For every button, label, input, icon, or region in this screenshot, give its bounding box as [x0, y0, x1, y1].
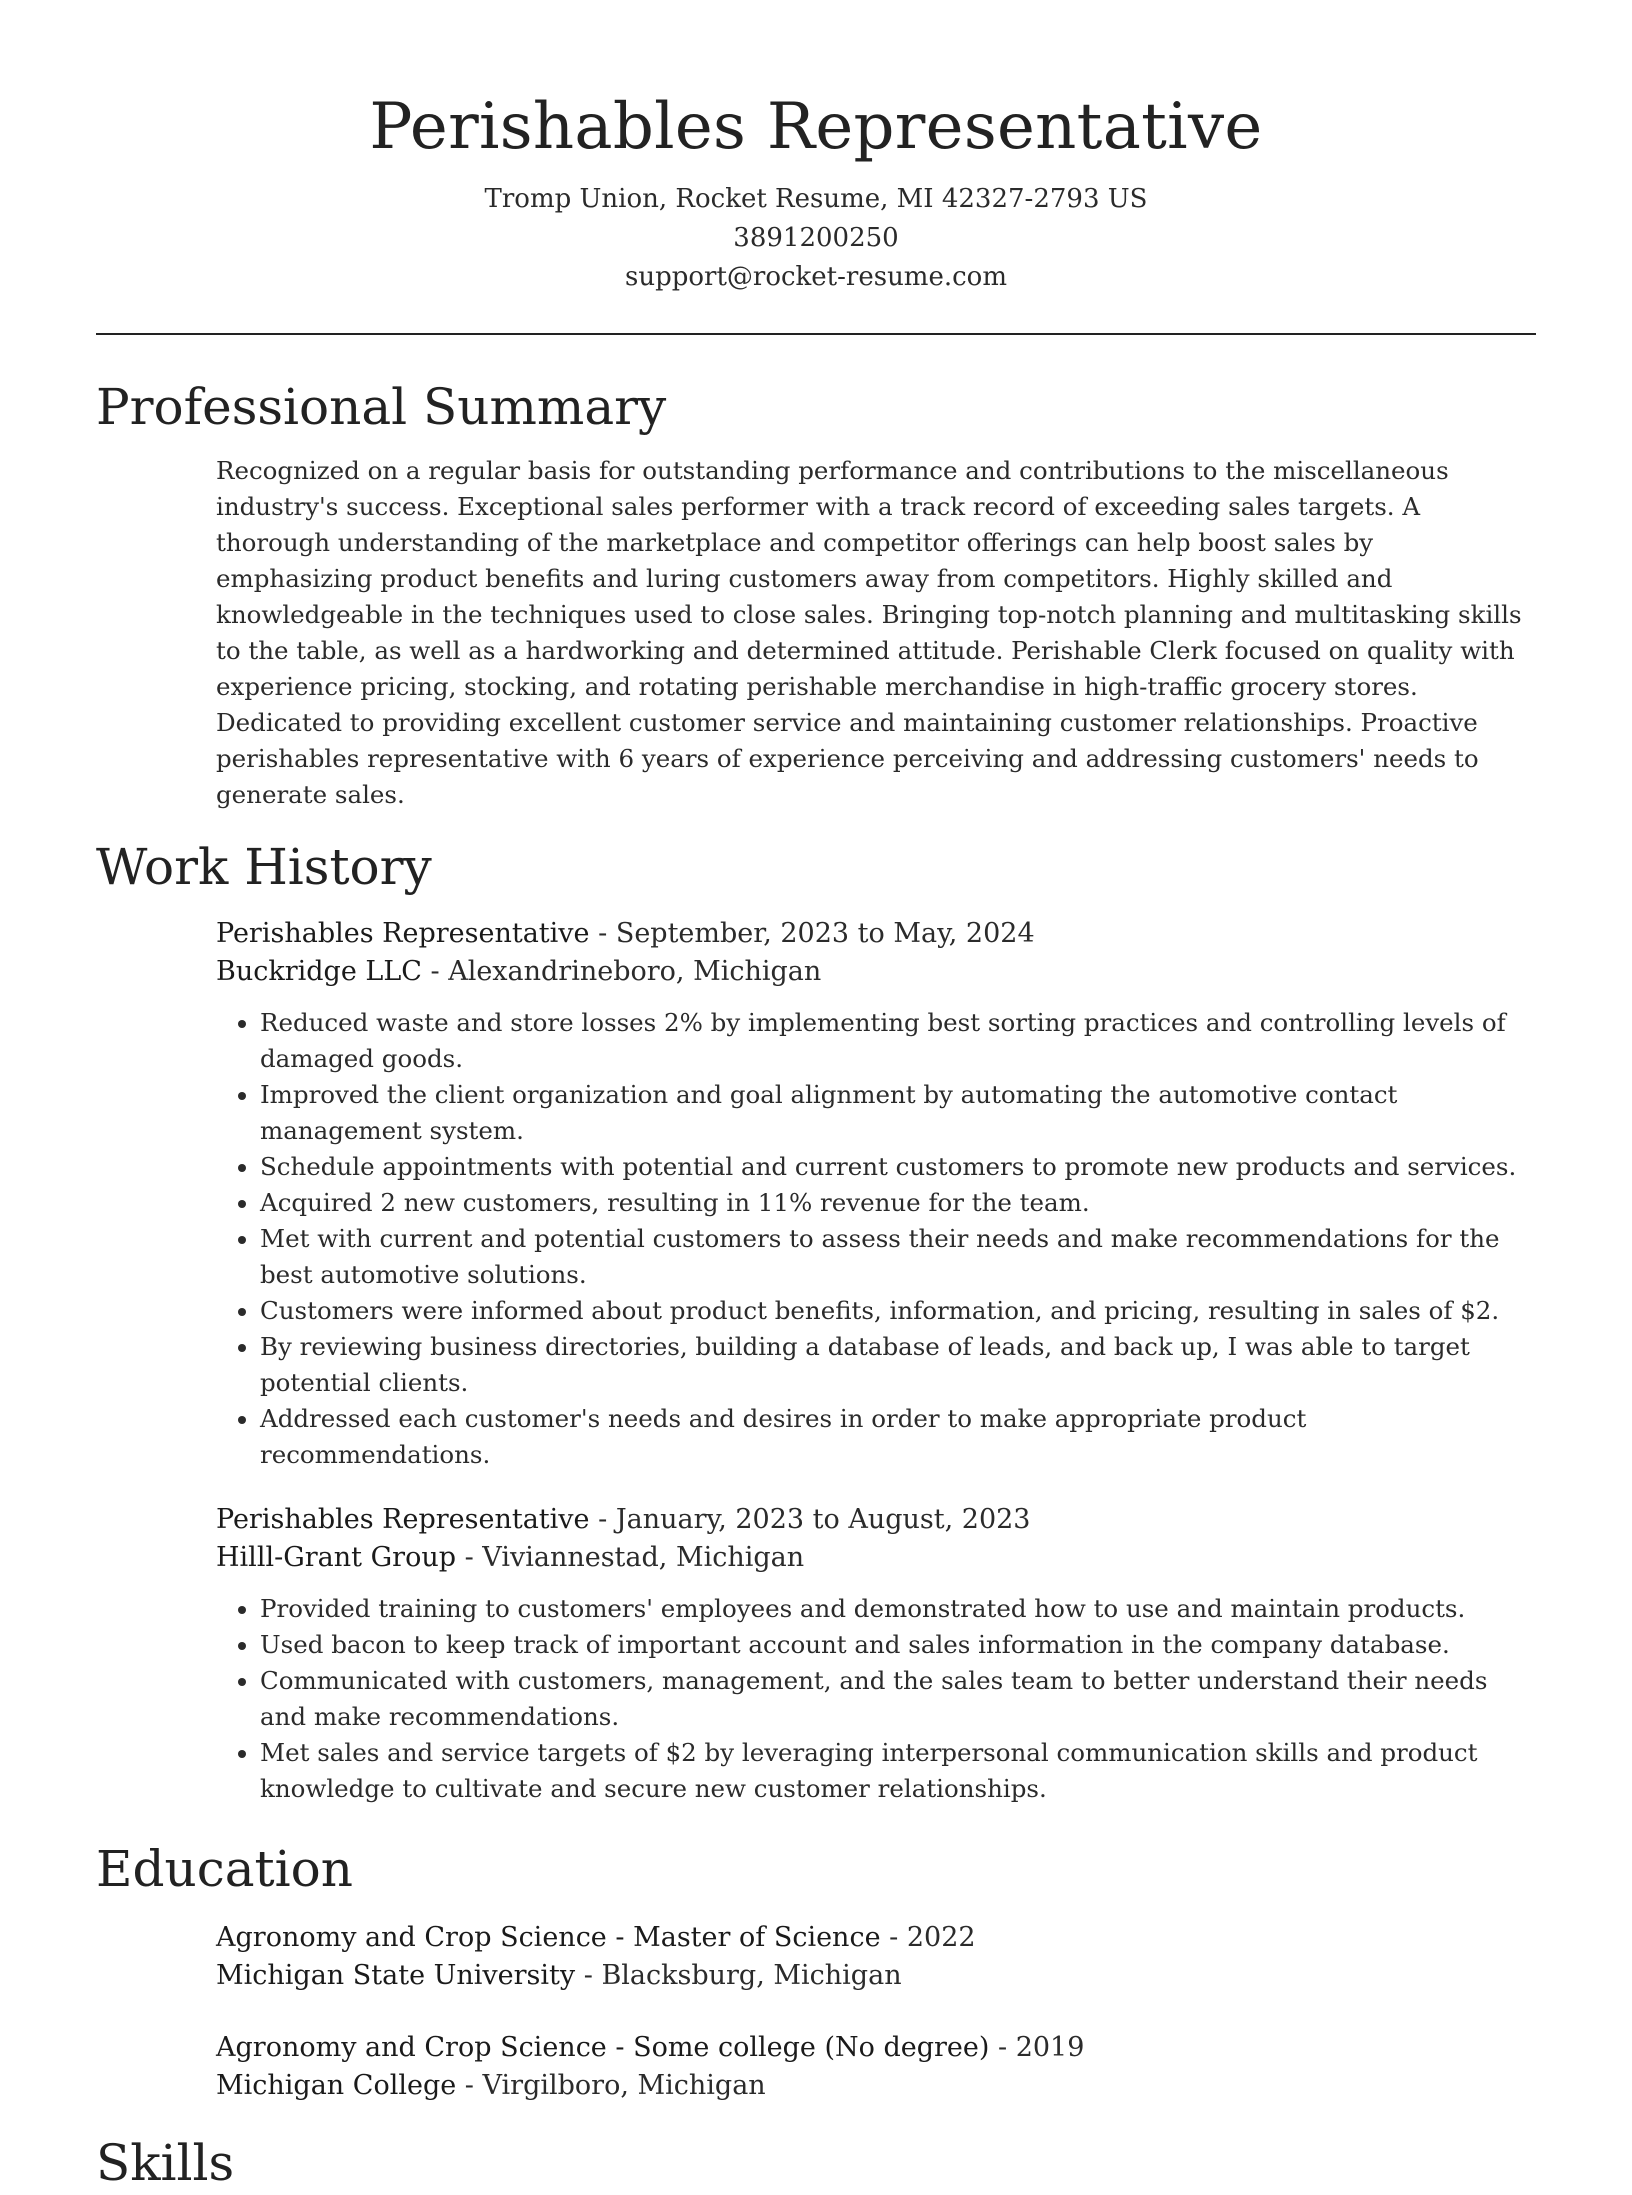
education-section [216, 1919, 1536, 2105]
job-title-line [216, 915, 1536, 953]
resume-header [96, 0, 1536, 297]
degree-name: Agronomy and Crop Science - Master of Science [216, 1922, 881, 1953]
job-dates: - January, 2023 to August, 2023 [589, 1504, 1031, 1535]
phone-text: 3891200250 [733, 223, 899, 253]
education-heading: Education [96, 1840, 353, 1898]
school-line [216, 2067, 1536, 2105]
summary-heading: Professional Summary [96, 378, 667, 436]
school-name: Michigan College [216, 2070, 457, 2101]
job-company: Buckridge LLC [216, 956, 422, 987]
degree-year: - 2022 [880, 1922, 976, 1953]
work-history-section [216, 915, 1536, 1807]
work-history-heading: Work History [96, 838, 432, 896]
job-bullet: • Improved the client organization and goal alignment by automating the automotive contact management system. [260, 1077, 1536, 1149]
degree-name: Agronomy and Crop Science - Some college (No degree) [216, 2032, 990, 2063]
job-bullet: • Met sales and service targets of $2 by leveraging interpersonal communication skills and product knowledge to cultivate and secure new customer relationships. [260, 1735, 1536, 1807]
address-text: Tromp Union, Rocket Resume, MI 42327-2793 US [484, 184, 1148, 214]
job-bullet-list [216, 1591, 1536, 1807]
job-company: Hilll-Grant Group [216, 1542, 457, 1573]
job-bullet: • Used bacon to keep track of important account and sales information in the company database. [260, 1627, 1536, 1663]
job-entry [216, 1501, 1536, 1807]
job-location: - Viviannestad, Michigan [456, 1542, 805, 1573]
job-entry [216, 915, 1536, 1473]
job-bullet: • Communicated with customers, management, and the sales team to better understand their needs and make recommendations. [260, 1663, 1536, 1735]
school-line [216, 1957, 1536, 1995]
job-company-line [216, 1539, 1536, 1577]
education-entry [216, 1919, 1536, 1995]
summary-paragraph: Recognized on a regular basis for outstanding performance and contributions to the miscellaneous industry's success. Exceptional sales performer with a track record of exceeding sales targets. A thorough understanding of the marketplace and competitor offerings can help boost sales by emphasizing product benefits and luring customers away from competitors. Highly skilled and knowledgeable in the techniques used to close sales. Bringing top-notch planning and multitasking skills to the table, as well as a hardworking and determined attitude. Perishable Clerk focused on quality with experience pricing, stocking, and rotating perishable merchandise in high-traffic grocery stores. Dedicated to providing excellent customer service and maintaining customer relationships. Proactive perishables representative with 6 years of experience perceiving and addressing customers' needs to generate sales. [216, 456, 1522, 809]
degree-line [216, 1919, 1536, 1957]
job-role: Perishables Representative [216, 1504, 590, 1535]
job-bullet: • Addressed each customer's needs and desires in order to make appropriate product recommendations. [260, 1401, 1536, 1473]
job-bullet: • Schedule appointments with potential and current customers to promote new products and services. [260, 1149, 1536, 1185]
job-bullet: • Provided training to customers' employees and demonstrated how to use and maintain products. [260, 1591, 1536, 1627]
email-text: support@rocket-resume.com [624, 262, 1007, 292]
job-dates: - September, 2023 to May, 2024 [589, 918, 1035, 949]
contact-block [96, 180, 1536, 297]
school-location: - Blacksburg, Michigan [575, 1960, 902, 1991]
job-bullet-list [216, 1005, 1536, 1473]
job-location: - Alexandrineboro, Michigan [421, 956, 822, 987]
job-bullet: • Acquired 2 new customers, resulting in 11% revenue for the team. [260, 1185, 1536, 1221]
job-bullet: • Customers were informed about product benefits, information, and pricing, resulting in sales of $2. [260, 1293, 1536, 1329]
resume-page [96, 0, 1536, 2195]
school-name: Michigan State University [216, 1960, 576, 1991]
job-bullet: • By reviewing business directories, building a database of leads, and back up, I was able to target potential clients. [260, 1329, 1536, 1401]
job-bullet: • Reduced waste and store losses 2% by implementing best sorting practices and controlling levels of damaged goods. [260, 1005, 1536, 1077]
job-role: Perishables Representative [216, 918, 590, 949]
job-title-line [216, 1501, 1536, 1539]
job-bullet: • Met with current and potential customers to assess their needs and make recommendations for the best automotive solutions. [260, 1221, 1536, 1293]
candidate-title: Perishables Representative [369, 90, 1263, 164]
job-company-line [216, 953, 1536, 991]
education-entry [216, 2029, 1536, 2105]
summary-section [216, 453, 1536, 813]
header-divider [96, 333, 1536, 335]
skills-heading: Skills [96, 2134, 235, 2192]
degree-line [216, 2029, 1536, 2067]
school-location: - Virgilboro, Michigan [456, 2070, 766, 2101]
degree-year: - 2019 [989, 2032, 1085, 2063]
